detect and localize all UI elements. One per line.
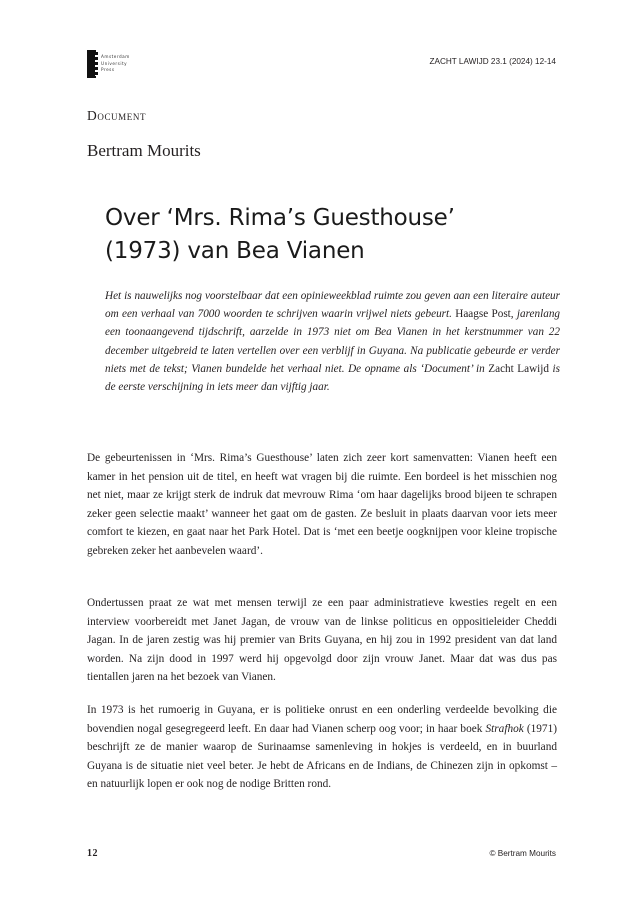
abstract-segment: Het is nauwelijks nog voorstelbaar dat een opinieweekblad ruimte zou geven aan een literaire auteur om een verhaal van 7000 woorden te schrijven waarin vrijwel niets gebeurt.	[105, 290, 560, 321]
section-label: Document	[87, 108, 147, 123]
copyright-notice: © Bertram Mourits	[489, 849, 556, 858]
publisher-name-line1: Amsterdam	[101, 54, 130, 59]
article-title	[105, 202, 555, 268]
publisher-name-line3: Press	[101, 67, 115, 72]
body-paragraph-3	[87, 701, 557, 794]
paragraph-segment: In 1973 is het rumoerig in Guyana, er is politieke onrust en een onderling verdeelde bevolking die bovendien nogal gesegregeerd leeft. En daar had Vianen scherp oog voor; in haar boek	[87, 704, 557, 735]
publisher-name	[101, 54, 130, 74]
paragraph-segment: (1971) beschrijft ze de manier waarop de Surinaamse samenleving in hokjes is verdeeld, en in buurland Guyana is de situatie niet veel beter. Je hebt de Africans en de Indians, de Chinezen zijn in opkomst – en natuurlijk lopen er ook nog de nodige Britten rond.	[87, 722, 557, 790]
body-paragraph-1: De gebeurtenissen in ‘Mrs. Rima’s Guesthouse’ laten zich zeer kort samenvatten: Vianen heeft een kamer in het pension uit de titel, en heeft wat vragen bij die ruimte. Een bordeel is het misschien nog net niet, maar ze krijgt sterk de indruk dat mevrouw Rima ‘om haar dagelijks brood bijeen te schrapen zeker geen selectie maakt’ wanneer het gaat om de gasten. Ze besluit in plaats daarvan voor iets meer comfort te kiezen, en gaat naar het Park Hotel. Dat is ‘met een beetje oogknijpen voor kleine tropische gebreken zeker het aanbevelen waard’.	[87, 452, 557, 557]
page-number: 12	[87, 848, 98, 859]
book-title-strafhok: Strafhok	[485, 722, 524, 735]
aup-logo-icon	[87, 50, 96, 78]
journal-reference: ZACHT LAWIJD 23.1 (2024) 12-14	[429, 57, 556, 66]
article-abstract	[105, 287, 560, 396]
publication-name-zacht-lawijd: Zacht Lawijd	[484, 362, 549, 375]
publisher-name-line2: University	[101, 60, 128, 66]
abstract-segment: is de eerste verschijning in iets meer dan vijftig jaar.	[105, 362, 560, 394]
title-line-2: (1973) van Bea Vianen	[105, 238, 365, 264]
abstract-segment: , jarenlang een toonaangevend tijdschrift, aarzelde in 1973 niet om Bea Vianen in het kerstnummer van 22 december uitgebreid te laten vertellen over een verblijf in Guyana. Na publicatie gebeurde er verder niets met de tekst; Vianen bundelde het verhaal niet. De opname als ‘Document’ in	[105, 308, 561, 375]
body-paragraph-2: Ondertussen praat ze wat met mensen terwijl ze een paar administratieve kwesties regelt en een interview voorbereidt met Janet Jagan, de vrouw van de linkse politicus en oppositieleider Cheddi Jagan. In de jaren zestig was hij premier van Brits Guyana, en hij zou in 1992 president van dat land worden. Na zijn dood in 1997 werd hij opgevolgd door zijn vrouw Janet. Maar dat was dus pas tientallen jaren na het bezoek van Vianen.	[87, 597, 557, 683]
article-author: Bertram Mourits	[87, 141, 201, 160]
publication-name-haagse-post: Haagse Post	[451, 308, 511, 321]
title-line-1: Over ‘Mrs. Rima’s Guesthouse’	[105, 205, 455, 231]
publisher-logo	[87, 50, 130, 78]
